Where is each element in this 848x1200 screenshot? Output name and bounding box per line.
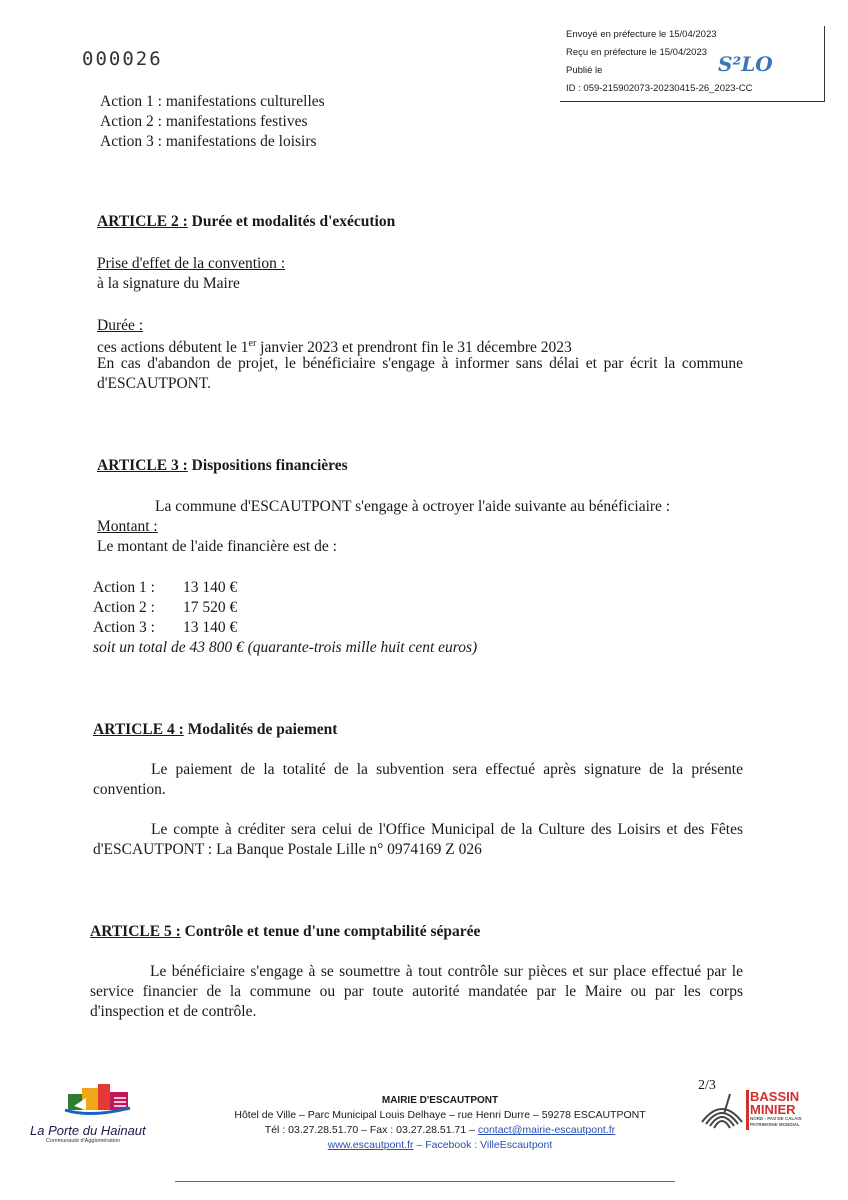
amount-total: soit un total de 43 800 € (quarante-trois mille huit cent euros) <box>93 639 478 656</box>
logo-right-text <box>750 1090 802 1128</box>
logo-right-sub2: PATRIMOINE MONDIAL <box>750 1122 800 1127</box>
article4-para2: Le compte à créditer sera celui de l'Office Municipal de la Culture des Loisirs et des Fêtes d'ESCAUTPONT : La Banque Postale Lille n° 0974169 Z 026 <box>93 821 743 858</box>
article4-para1: Le paiement de la totalité de la subvention sera effectué après signature de la présente convention. <box>93 761 743 798</box>
duree-text-start: ces actions débutent le 1 <box>97 339 249 357</box>
article2-title: Durée et modalités d'exécution <box>187 213 396 230</box>
footer-website-link[interactable]: www.escautpont.fr <box>327 1139 414 1151</box>
article3-number: ARTICLE 3 : <box>97 457 188 474</box>
porte-du-hainaut-logo-icon <box>30 1080 190 1120</box>
article3-title: Dispositions financières <box>187 457 348 474</box>
amount-value: 13 140 € <box>183 619 238 636</box>
article5-title: Contrôle et tenue d'une comptabilité séparée <box>180 923 481 940</box>
footer-phone-line <box>180 1123 700 1138</box>
action-item: Action 2 : manifestations festives <box>100 113 308 130</box>
article4-title: Modalités de paiement <box>183 721 338 738</box>
montant-text: Le montant de l'aide financière est de : <box>97 538 337 555</box>
footer-contact <box>180 1093 700 1153</box>
prise-effet-label: Prise d'effet de la convention : <box>97 255 286 272</box>
action-item: Action 3 : manifestations de loisirs <box>100 133 317 150</box>
amount-label: Action 2 : <box>93 599 155 616</box>
bassin-minier-logo <box>700 1090 820 1140</box>
logo-right-sub1: NORD - PAS DE CALAIS <box>750 1116 802 1121</box>
stamp-received-date: Reçu en préfecture le 15/04/2023 <box>566 47 708 58</box>
article3-intro: La commune d'ESCAUTPONT s'engage à octroyer l'aide suivante au bénéficiaire : <box>155 498 671 515</box>
footer-facebook-link[interactable]: Facebook : VilleEscautpont <box>425 1139 553 1151</box>
logo-red-bar <box>746 1090 749 1130</box>
montant-label: Montant : <box>97 518 158 535</box>
article5-number: ARTICLE 5 : <box>90 923 181 940</box>
footer-org: MAIRIE D'ESCAUTPONT <box>381 1095 499 1106</box>
amount-value: 13 140 € <box>183 579 238 596</box>
prise-effet-text: à la signature du Maire <box>97 275 240 292</box>
footer-address: Hôtel de Ville – Parc Municipal Louis Delhaye – rue Henri Durre – 59278 ESCAUTPONT <box>234 1109 646 1121</box>
amount-label: Action 1 : <box>93 579 155 596</box>
actions-list <box>100 92 325 152</box>
amount-row <box>93 618 477 638</box>
footer-phone-fax: Tél : 03.27.28.51.70 – Fax : 03.27.28.51.71 – <box>264 1124 478 1136</box>
footer-email-link[interactable]: contact@mairie-escautpont.fr <box>477 1124 616 1136</box>
duree-superscript: er <box>248 338 257 349</box>
porte-du-hainaut-logo <box>30 1080 190 1150</box>
action-item: Action 1 : manifestations culturelles <box>100 93 325 110</box>
abandon-text: En cas d'abandon de projet, le bénéficiaire s'engage à informer sans délai et par écrit la commune d'ESCAUTPONT. <box>97 355 743 392</box>
article2-heading <box>97 212 395 232</box>
logo-right-line1: BASSIN <box>750 1089 800 1104</box>
article4-number: ARTICLE 4 : <box>93 721 184 738</box>
bassin-minier-logo-icon <box>700 1092 744 1132</box>
stamp-published: Publié le <box>566 65 603 76</box>
article4-heading <box>93 720 337 740</box>
article3-heading <box>97 456 348 476</box>
document-number: 000026 <box>82 48 163 70</box>
amount-value: 17 520 € <box>183 599 238 616</box>
amount-row <box>93 598 477 618</box>
footer-separator: – <box>413 1139 426 1151</box>
duree-text-end: janvier 2023 et prendront fin le 31 décembre 2023 <box>256 339 572 357</box>
stamp-id: ID : 059-215902073-20230415-26_2023-CC <box>566 83 753 94</box>
amount-row <box>93 578 477 598</box>
logo-right-line2: MINIER <box>750 1102 796 1117</box>
logo-left-subtitle: Communauté d'Agglomération <box>46 1138 121 1144</box>
s2lo-signature-logo: S²LO <box>718 52 773 76</box>
article2-number: ARTICLE 2 : <box>97 213 188 230</box>
logo-left-title: La Porte du Hainaut <box>30 1123 146 1138</box>
stamp-sent-date: Envoyé en préfecture le 15/04/2023 <box>566 29 717 40</box>
footer-divider <box>175 1181 675 1182</box>
article5-heading <box>90 922 480 942</box>
page-number: 2/3 <box>698 1078 716 1093</box>
amount-label: Action 3 : <box>93 619 155 636</box>
article5-para: Le bénéficiaire s'engage à se soumettre à tout contrôle sur pièces et sur place effectué par le service financier de la commune ou par toute autorité mandatée par le Maire ou par les corps d'inspection et de contrôle. <box>90 963 743 1020</box>
duree-label: Durée : <box>97 317 144 334</box>
prefecture-stamp <box>560 26 825 102</box>
amounts-list <box>93 578 477 658</box>
footer-web-line <box>180 1138 700 1153</box>
